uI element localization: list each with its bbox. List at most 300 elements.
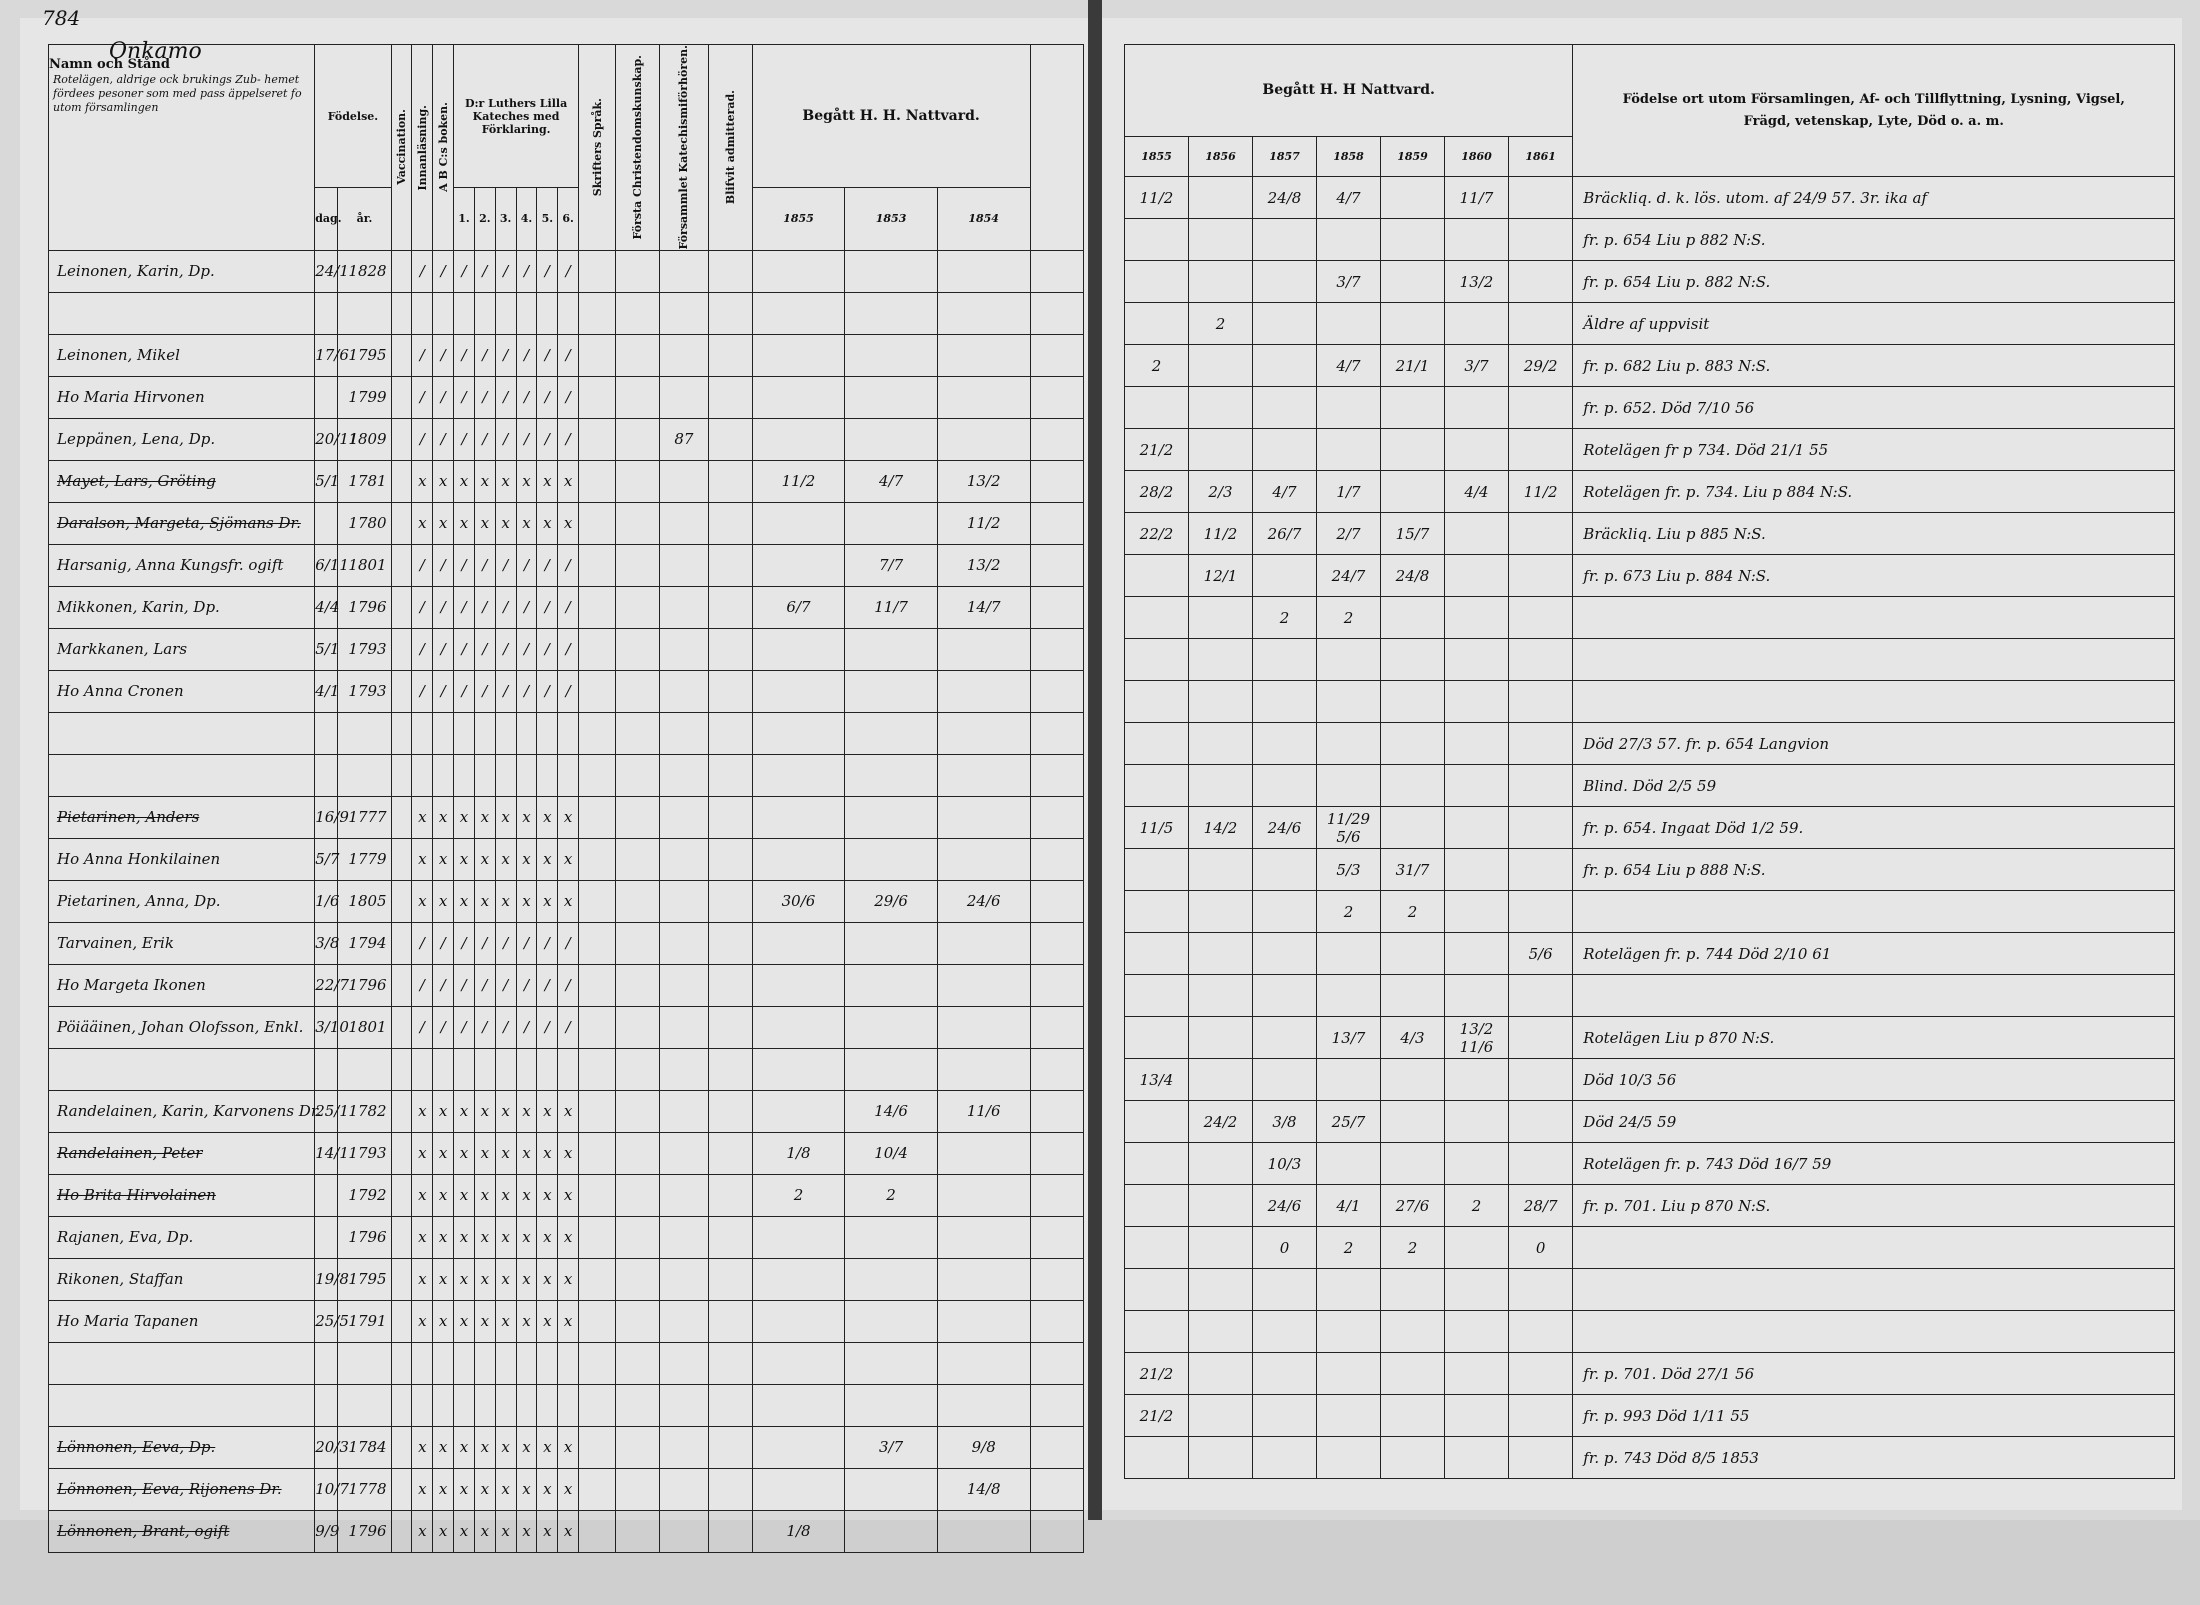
nattvard-date	[1381, 975, 1445, 1017]
reading-mark	[558, 712, 579, 754]
nattvard-date	[1509, 513, 1573, 555]
skrifter-cell	[579, 1426, 616, 1468]
remark: fr. p. 701. Död 27/1 56	[1573, 1353, 2175, 1395]
reading-mark: x	[495, 1132, 516, 1174]
reading-mark: /	[558, 922, 579, 964]
reading-mark: x	[412, 1174, 433, 1216]
forsamlet-cell	[660, 1426, 709, 1468]
reading-mark	[433, 292, 454, 334]
person-name: Pöiääinen, Johan Olofsson, Enkl.	[49, 1006, 315, 1048]
reading-mark	[474, 754, 495, 796]
nattvard-date: 11/2	[752, 460, 845, 502]
reading-mark: x	[495, 1426, 516, 1468]
year-1856: 1856	[1189, 137, 1253, 177]
reading-mark: /	[537, 670, 558, 712]
reading-mark	[391, 1384, 412, 1426]
nattvard-date	[937, 1006, 1030, 1048]
nattvard-date	[845, 376, 938, 418]
nattvard-date	[1509, 891, 1573, 933]
nattvard-date	[1381, 723, 1445, 765]
nattvard-date	[1445, 1437, 1509, 1479]
nattvard-date	[1253, 639, 1317, 681]
nattvard-date: 13/4	[1125, 1059, 1189, 1101]
reading-mark: /	[516, 628, 537, 670]
reading-mark: /	[516, 586, 537, 628]
nattvard-date	[1381, 177, 1445, 219]
reading-mark: x	[558, 1510, 579, 1552]
extra-cell	[1030, 1006, 1084, 1048]
forsamlet-cell	[660, 712, 709, 754]
left-table-row	[49, 1216, 1084, 1258]
year-1857: 1857	[1253, 137, 1317, 177]
nattvard-date	[1381, 1311, 1445, 1353]
nattvard-date	[1253, 387, 1317, 429]
left-table-row	[49, 1510, 1084, 1552]
forsta-cell	[616, 334, 660, 376]
nattvard-date	[1509, 1017, 1573, 1059]
nattvard-date	[1253, 849, 1317, 891]
extra-cell	[1030, 586, 1084, 628]
reading-mark: x	[495, 880, 516, 922]
reading-mark	[433, 1384, 454, 1426]
reading-mark	[537, 754, 558, 796]
person-name: Pietarinen, Anders	[49, 796, 315, 838]
nattvard-date	[1125, 555, 1189, 597]
right-table-row	[1125, 1101, 2175, 1143]
reading-mark: x	[495, 460, 516, 502]
nattvard-date	[1125, 597, 1189, 639]
forsamlet-cell	[660, 754, 709, 796]
skrifter-cell	[579, 1342, 616, 1384]
nattvard-date	[1253, 933, 1317, 975]
reading-mark	[391, 922, 412, 964]
nattvard-date: 2	[1381, 891, 1445, 933]
forsamlet-cell	[660, 1468, 709, 1510]
nattvard-date	[1381, 765, 1445, 807]
reading-mark: /	[495, 544, 516, 586]
reading-mark: /	[558, 250, 579, 292]
nattvard-date	[1125, 1227, 1189, 1269]
forsta-cell	[616, 838, 660, 880]
nattvard-date	[937, 1342, 1030, 1384]
reading-mark: /	[495, 376, 516, 418]
left-table-row	[49, 1048, 1084, 1090]
nattvard-date	[1509, 1143, 1573, 1185]
skrifter-header: Skrifters Språk.	[579, 45, 616, 251]
reading-mark: x	[433, 460, 454, 502]
person-name: Leppänen, Lena, Dp.	[49, 418, 315, 460]
nattvard-date: 2/7	[1317, 513, 1381, 555]
nattvard-date	[1125, 1143, 1189, 1185]
right-table-row	[1125, 807, 2175, 849]
reading-mark	[474, 1384, 495, 1426]
blifvit-cell	[708, 1258, 752, 1300]
forsta-cell	[616, 1468, 660, 1510]
reading-mark	[495, 1048, 516, 1090]
birth-day: 1/6	[315, 880, 338, 922]
forsamlet-cell	[660, 1384, 709, 1426]
remark	[1573, 1227, 2175, 1269]
reading-mark	[412, 1384, 433, 1426]
nattvard-date	[752, 502, 845, 544]
nattvard-date	[845, 1216, 938, 1258]
birth-day	[315, 712, 338, 754]
nattvard-date	[1381, 1059, 1445, 1101]
reading-mark	[495, 1384, 516, 1426]
reading-mark: /	[474, 922, 495, 964]
nattvard-date: 7/7	[845, 544, 938, 586]
blifvit-cell	[708, 1006, 752, 1048]
reading-mark	[391, 250, 412, 292]
birth-year: 1781	[338, 460, 391, 502]
skrifter-cell	[579, 1132, 616, 1174]
reading-mark	[454, 1384, 475, 1426]
birth-header: Födelse.	[315, 45, 391, 188]
reading-mark: /	[454, 376, 475, 418]
skrifter-cell	[579, 586, 616, 628]
nattvard-date	[1317, 1353, 1381, 1395]
nattvard-date	[1189, 681, 1253, 723]
extra-cell	[1030, 1468, 1084, 1510]
reading-mark: x	[474, 1468, 495, 1510]
forsta-cell	[616, 796, 660, 838]
nattvard-date	[1509, 555, 1573, 597]
reading-mark: x	[495, 1258, 516, 1300]
reading-mark	[391, 460, 412, 502]
reading-mark: x	[412, 460, 433, 502]
blifvit-cell	[708, 1510, 752, 1552]
year-1855: 1855	[1125, 137, 1189, 177]
birth-year: 1795	[338, 334, 391, 376]
reading-mark: /	[558, 334, 579, 376]
reading-mark	[391, 1216, 412, 1258]
reading-mark	[391, 712, 412, 754]
right-table-row	[1125, 1395, 2175, 1437]
nattvard-date	[937, 796, 1030, 838]
nattvard-date: 2/3	[1189, 471, 1253, 513]
reading-mark: /	[454, 628, 475, 670]
birth-day	[315, 502, 338, 544]
reading-mark	[391, 964, 412, 1006]
nattvard-date	[937, 1132, 1030, 1174]
forsamlet-header: Försammlet Katechismiförhören.	[660, 45, 709, 251]
nattvard-date	[1445, 1353, 1509, 1395]
reading-mark: x	[412, 1426, 433, 1468]
nattvard-date	[1509, 177, 1573, 219]
left-table-row	[49, 418, 1084, 460]
reading-mark: x	[558, 1468, 579, 1510]
person-name: Ho Maria Hirvonen	[49, 376, 315, 418]
right-table-row	[1125, 933, 2175, 975]
reading-mark: x	[537, 1132, 558, 1174]
nattvard-date: 4/7	[845, 460, 938, 502]
reading-mark	[391, 670, 412, 712]
forsta-cell	[616, 292, 660, 334]
blifvit-header: Blifvit admitterad.	[708, 45, 752, 251]
extra-cell	[1030, 712, 1084, 754]
remark: fr. p. 993 Död 1/11 55	[1573, 1395, 2175, 1437]
nattvard-date: 27/6	[1381, 1185, 1445, 1227]
nattvard-date	[1381, 933, 1445, 975]
nattvard-date: 21/2	[1125, 429, 1189, 471]
nattvard-header-left: Begått H. H. Nattvard.	[752, 45, 1030, 188]
reading-mark: /	[474, 586, 495, 628]
nattvard-header-right: Begått H. H Nattvard.	[1125, 45, 1573, 137]
nattvard-date	[752, 922, 845, 964]
remark: fr. p. 654 Liu p 882 N:S.	[1573, 219, 2175, 261]
reading-mark: x	[433, 1258, 454, 1300]
nattvard-date: 24/8	[1381, 555, 1445, 597]
nattvard-date	[1125, 303, 1189, 345]
reading-mark: x	[558, 502, 579, 544]
nattvard-date	[1381, 219, 1445, 261]
nattvard-date	[1381, 681, 1445, 723]
reading-mark	[391, 1426, 412, 1468]
reading-mark: /	[495, 670, 516, 712]
parish-name: Onkamo	[109, 39, 202, 64]
forsamlet-cell	[660, 1216, 709, 1258]
skrifter-cell	[579, 670, 616, 712]
reading-mark: /	[474, 628, 495, 670]
left-table-row	[49, 376, 1084, 418]
birth-year: 1805	[338, 880, 391, 922]
reading-mark: x	[558, 796, 579, 838]
reading-mark: /	[412, 376, 433, 418]
nattvard-date	[937, 418, 1030, 460]
extra-cell	[1030, 1300, 1084, 1342]
reading-mark: /	[558, 544, 579, 586]
reading-mark: /	[412, 250, 433, 292]
reading-mark: /	[433, 670, 454, 712]
nattvard-date: 21/1	[1381, 345, 1445, 387]
reading-mark: x	[454, 1132, 475, 1174]
nattvard-date	[845, 1258, 938, 1300]
left-table-row	[49, 1426, 1084, 1468]
reading-mark: x	[412, 1300, 433, 1342]
nattvard-date	[937, 1300, 1030, 1342]
reading-mark: /	[433, 334, 454, 376]
extra-cell	[1030, 1426, 1084, 1468]
forsamlet-cell	[660, 1342, 709, 1384]
remark: fr. p. 654. Ingaat Död 1/2 59.	[1573, 807, 2175, 849]
nattvard-date	[1317, 681, 1381, 723]
nattvard-date	[1509, 975, 1573, 1017]
forsta-cell	[616, 1510, 660, 1552]
nattvard-date	[1509, 219, 1573, 261]
reading-mark: x	[516, 880, 537, 922]
reading-mark	[391, 1174, 412, 1216]
nattvard-date	[1381, 639, 1445, 681]
birth-year: 1801	[338, 544, 391, 586]
nattvard-date: 11/2	[1509, 471, 1573, 513]
birth-year	[338, 1384, 391, 1426]
reading-mark: x	[474, 1090, 495, 1132]
reading-mark: /	[412, 670, 433, 712]
nattvard-date	[1125, 1437, 1189, 1479]
reading-mark	[454, 292, 475, 334]
reading-mark	[391, 1132, 412, 1174]
person-name: Rikonen, Staffan	[49, 1258, 315, 1300]
nattvard-date	[1509, 807, 1573, 849]
extra-cell	[1030, 628, 1084, 670]
reading-mark: x	[412, 1216, 433, 1258]
nattvard-date	[1253, 975, 1317, 1017]
nattvard-date	[1509, 849, 1573, 891]
nattvard-date	[1445, 1269, 1509, 1311]
birth-day	[315, 1384, 338, 1426]
forsta-cell	[616, 1048, 660, 1090]
forsta-cell	[616, 712, 660, 754]
right-register-table	[1124, 44, 2175, 1479]
skrifter-cell	[579, 334, 616, 376]
forsamlet-cell	[660, 502, 709, 544]
remarks-header: Födelse ort utom Församlingen, Af- och Tillflyttning, Lysning, Vigsel, Frägd, vetenskap, Lyte, Död o. a. m.	[1573, 45, 2175, 177]
reading-mark: /	[454, 334, 475, 376]
birth-day: 5/1	[315, 628, 338, 670]
reading-mark: /	[454, 586, 475, 628]
birth-year: 1828	[338, 250, 391, 292]
reading-mark: /	[516, 964, 537, 1006]
forsamlet-cell	[660, 838, 709, 880]
nattvard-date	[1317, 1395, 1381, 1437]
nattvard-date	[1381, 1437, 1445, 1479]
reading-mark: /	[537, 250, 558, 292]
reading-mark: x	[516, 1468, 537, 1510]
nattvard-date: 11/5	[1125, 807, 1189, 849]
cat-col-1: 1.	[454, 188, 475, 250]
blifvit-cell	[708, 964, 752, 1006]
nattvard-date	[845, 628, 938, 670]
nattvard-date	[752, 670, 845, 712]
cat-col-3: 3.	[495, 188, 516, 250]
reading-mark: x	[433, 880, 454, 922]
right-table-row	[1125, 765, 2175, 807]
cat-col-2: 2.	[474, 188, 495, 250]
reading-mark: x	[454, 1090, 475, 1132]
reading-mark: x	[516, 1174, 537, 1216]
nattvard-date	[845, 1510, 938, 1552]
remark: Äldre af uppvisit	[1573, 303, 2175, 345]
skrifter-cell	[579, 376, 616, 418]
reading-mark: x	[474, 838, 495, 880]
blifvit-cell	[708, 586, 752, 628]
nattvard-date	[752, 754, 845, 796]
nattvard-date	[1445, 807, 1509, 849]
right-table-row	[1125, 387, 2175, 429]
nattvard-date	[1125, 261, 1189, 303]
forsamlet-cell	[660, 922, 709, 964]
nattvard-date	[1509, 1353, 1573, 1395]
reading-mark: x	[454, 460, 475, 502]
nattvard-date	[1445, 429, 1509, 471]
extra-column-header	[1030, 45, 1084, 251]
reading-mark	[495, 292, 516, 334]
nattvard-date	[1189, 261, 1253, 303]
reading-mark: /	[537, 628, 558, 670]
nattvard-date	[1189, 1227, 1253, 1269]
reading-mark: /	[516, 922, 537, 964]
left-table-row	[49, 544, 1084, 586]
reading-mark: /	[558, 628, 579, 670]
remark: Död 24/5 59	[1573, 1101, 2175, 1143]
reading-mark: /	[433, 628, 454, 670]
reading-mark: x	[537, 796, 558, 838]
birth-day: 22/7	[315, 964, 338, 1006]
reading-mark: /	[433, 1006, 454, 1048]
right-table-row	[1125, 555, 2175, 597]
left-table-row	[49, 1006, 1084, 1048]
left-table-row	[49, 964, 1084, 1006]
left-table-row	[49, 1132, 1084, 1174]
nattvard-date: 3/7	[845, 1426, 938, 1468]
birth-year: 1796	[338, 1216, 391, 1258]
birth-year: 1799	[338, 376, 391, 418]
person-name: Ho Margeta Ikonen	[49, 964, 315, 1006]
birth-year: 1796	[338, 964, 391, 1006]
nattvard-date	[1253, 1059, 1317, 1101]
blifvit-cell	[708, 1090, 752, 1132]
nattvard-date: 11/2	[937, 502, 1030, 544]
birth-year	[338, 292, 391, 334]
birth-year	[338, 712, 391, 754]
extra-cell	[1030, 502, 1084, 544]
left-table-row	[49, 586, 1084, 628]
forsamlet-cell	[660, 334, 709, 376]
reading-mark: /	[412, 1006, 433, 1048]
forsamlet-cell	[660, 1090, 709, 1132]
left-table-row	[49, 628, 1084, 670]
reading-mark	[516, 1384, 537, 1426]
forsta-cell	[616, 250, 660, 292]
reading-mark: /	[516, 544, 537, 586]
reading-mark	[495, 754, 516, 796]
nattvard-date	[752, 712, 845, 754]
right-table-row	[1125, 723, 2175, 765]
extra-cell	[1030, 670, 1084, 712]
reading-mark: x	[433, 1090, 454, 1132]
nattvard-date: 11/2	[1125, 177, 1189, 219]
reading-mark	[391, 1342, 412, 1384]
nattvard-date	[752, 1216, 845, 1258]
reading-mark	[558, 754, 579, 796]
nattvard-date	[1189, 933, 1253, 975]
reading-mark: /	[558, 586, 579, 628]
nattvard-date	[937, 1048, 1030, 1090]
reading-mark: /	[454, 250, 475, 292]
nattvard-date	[1253, 219, 1317, 261]
reading-mark: x	[433, 1510, 454, 1552]
reading-mark: /	[454, 964, 475, 1006]
forsamlet-cell	[660, 1510, 709, 1552]
blifvit-cell	[708, 502, 752, 544]
nattvard-date: 24/8	[1253, 177, 1317, 219]
nattvard-date	[1317, 1059, 1381, 1101]
nattvard-date	[1189, 387, 1253, 429]
birth-day	[315, 1216, 338, 1258]
reading-mark: /	[537, 376, 558, 418]
nattvard-date	[845, 670, 938, 712]
reading-mark: x	[537, 838, 558, 880]
nattvard-date	[1189, 1059, 1253, 1101]
extra-cell	[1030, 460, 1084, 502]
reading-mark: x	[474, 880, 495, 922]
reading-mark	[391, 1258, 412, 1300]
reading-mark	[558, 292, 579, 334]
nattvard-date: 11/7	[845, 586, 938, 628]
reading-mark	[558, 1342, 579, 1384]
year-1858: 1858	[1317, 137, 1381, 177]
skrifter-cell	[579, 922, 616, 964]
